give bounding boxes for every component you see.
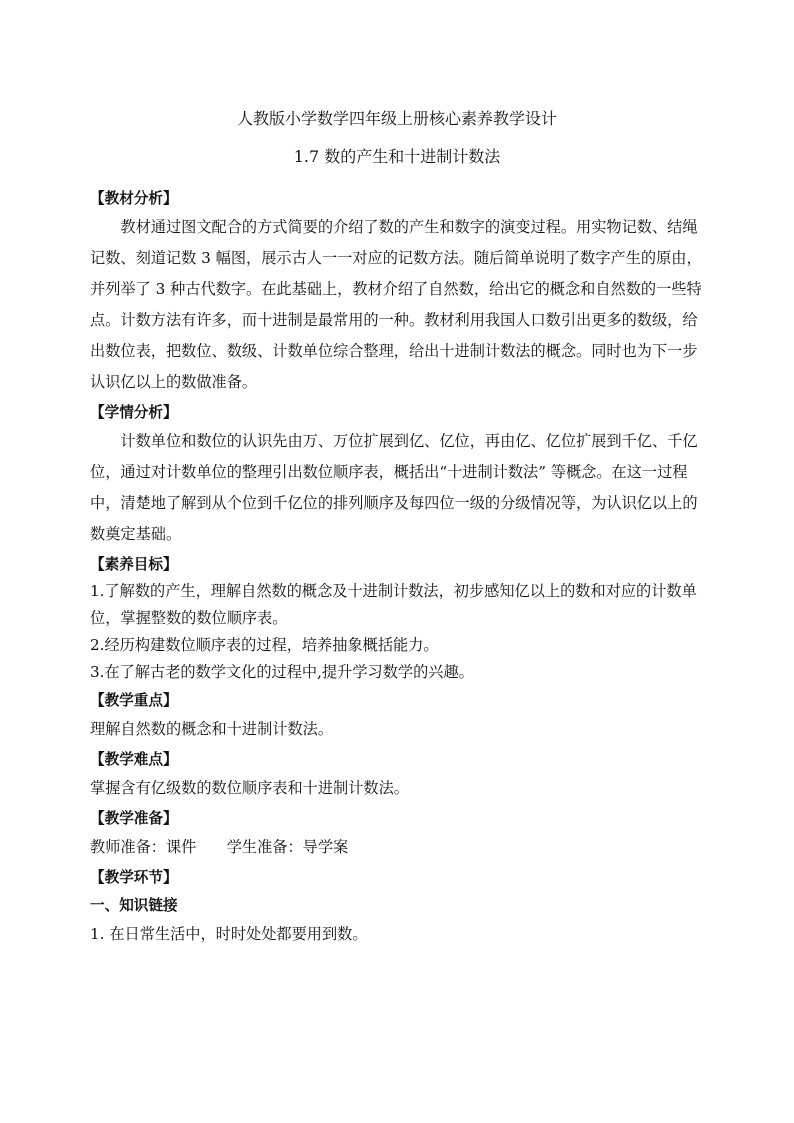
- goal-item-2: 2.经历构建数位顺序表的过程，培养抽象概括能力。: [90, 636, 439, 654]
- section-heading-key: 【教学重点】: [90, 692, 178, 709]
- difficulty-text: 掌握含有亿级数的数位顺序表和十进制计数法。: [90, 779, 409, 797]
- goal-item-3: 3.在了解古老的数学文化的过程中,提升学习数学的兴趣。: [90, 663, 474, 681]
- section-heading-goals: 【素养目标】: [90, 556, 178, 573]
- document-title: 人教版小学数学四年级上册核心素养教学设计: [236, 109, 557, 128]
- student-preparation: 学生准备：导学案: [226, 838, 349, 856]
- section-heading-students: 【学情分析】: [90, 404, 178, 421]
- textbook-analysis-text: 教材通过图文配合的方式简要的介绍了数的产生和数字的演变过程。用实物记数、结绳记数、刻道记数 3 幅图，展示古人一一对应的记数方法。随后简单说明了数字产生的原由，并列举了 3 种古代数字。在此基础上，教材介绍了自然数，给出它的概念和自然数的一些特点。计数方法有许多，而十进制是最常用的一种。教材利用我国人口数引出更多的数级，给出数位表，把数位、数级、计数单位综合整理，给出十进制计数法的概念。同时也为下一步认识亿以上的数做准备。: [90, 218, 702, 391]
- section-heading-process: 【教学环节】: [90, 869, 178, 886]
- process-part-1-heading: 一、知识链接: [90, 897, 178, 914]
- section-heading-textbook: 【教材分析】: [90, 190, 178, 207]
- goal-item-1: 1.了解数的产生，理解自然数的概念及十进制计数法，初步感知亿以上的数和对应的计数单位，掌握整数的数位顺序表。: [90, 582, 697, 627]
- section-heading-difficulty: 【教学难点】: [90, 751, 178, 768]
- document-content: [90, 184, 704, 950]
- section-heading-preparation: 【教学准备】: [90, 810, 178, 827]
- document-subtitle: 1.7 数的产生和十进制计数法: [293, 147, 501, 166]
- process-part-1-item-1: 1. 在日常生活中，时时处处都要用到数。: [90, 925, 368, 943]
- student-analysis-text: 计数单位和数位的认识先由万、万位扩展到亿、亿位，再由亿、亿位扩展到千亿、千亿 位，通过对计数单位的整理引出数位顺序表，概括出“十进制计数法” 等概念。在这一过程中，清楚地了解到从个位到千亿位的排列顺序及每四位一级的分级情况等，为认识亿以上的数奠定基础。: [90, 432, 698, 543]
- teacher-preparation: 教师准备：课件: [90, 838, 197, 856]
- preparation-line: [90, 832, 704, 863]
- key-point-text: 理解自然数的概念和十进制计数法。: [90, 720, 333, 738]
